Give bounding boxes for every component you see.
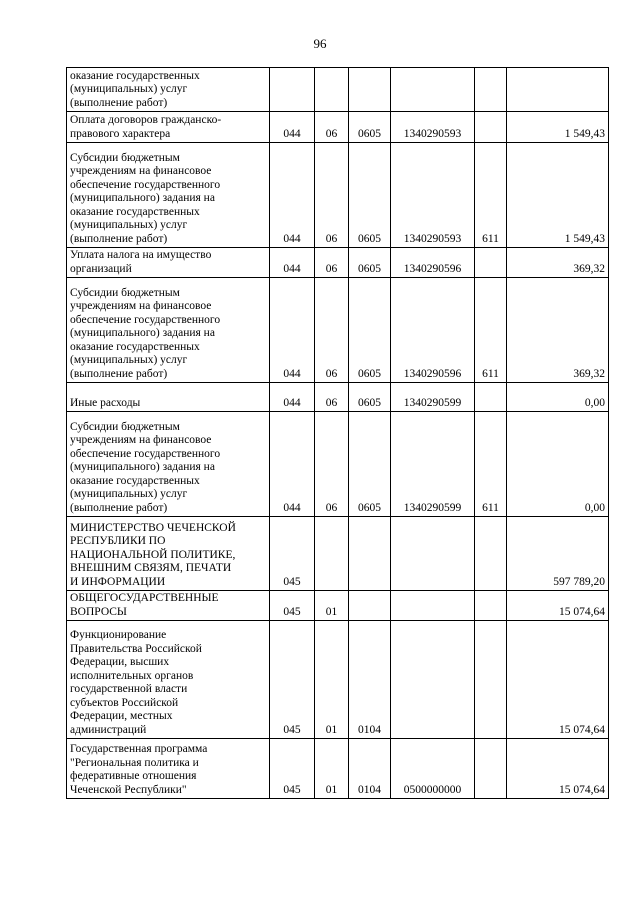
cell-ministry-code: 044 (270, 248, 315, 278)
cell-expense-name (67, 517, 270, 591)
expense-name-text: Субсидии бюджетным учреждениям на финансовое обеспечение государственного (муниципального) задания на оказание государственных (муниципальных) услуг (выполнение работ) (70, 286, 221, 380)
cell-target-code: 1340290596 (391, 248, 475, 278)
cell-expense-name (67, 143, 270, 248)
cell-ministry-code: 044 (270, 112, 315, 143)
cell-section-code: 06 (315, 278, 349, 383)
cell-subsection-code (349, 591, 391, 621)
cell-amount: 0,00 (507, 412, 609, 517)
cell-section-code: 01 (315, 621, 349, 739)
cell-target-code (391, 68, 475, 112)
cell-section-code: 06 (315, 412, 349, 517)
cell-target-code: 1340290599 (391, 383, 475, 412)
cell-target-code: 1340290596 (391, 278, 475, 383)
expense-name-text: Субсидии бюджетным учреждениям на финансовое обеспечение государственного (муниципального) задания на оказание государственных (муниципальных) услуг (выполнение работ) (70, 420, 221, 514)
cell-subsection-code: 0104 (349, 739, 391, 799)
cell-section-code: 06 (315, 143, 349, 248)
cell-expense-type-code (475, 591, 507, 621)
cell-ministry-code: 045 (270, 591, 315, 621)
expense-name-text: Иные расходы (70, 396, 141, 409)
cell-expense-type-code: 611 (475, 278, 507, 383)
cell-subsection-code: 0605 (349, 412, 391, 517)
cell-section-code: 06 (315, 112, 349, 143)
cell-expense-name (67, 591, 270, 621)
cell-expense-type-code (475, 248, 507, 278)
cell-expense-type-code (475, 621, 507, 739)
table-body (67, 68, 609, 799)
cell-expense-type-code (475, 383, 507, 412)
cell-amount: 1 549,43 (507, 143, 609, 248)
cell-expense-name (67, 68, 270, 112)
cell-ministry-code: 044 (270, 143, 315, 248)
cell-amount: 1 549,43 (507, 112, 609, 143)
table-row (67, 591, 609, 621)
cell-amount: 369,32 (507, 248, 609, 278)
cell-ministry-code: 044 (270, 412, 315, 517)
cell-ministry-code (270, 68, 315, 112)
expense-name-text: Уплата налога на имущество организаций (70, 249, 212, 275)
cell-target-code: 1340290593 (391, 143, 475, 248)
cell-expense-type-code (475, 517, 507, 591)
cell-expense-type-code (475, 739, 507, 799)
expense-name-text: оказание государственных (муниципальных) услуг (выполнение работ) (70, 69, 200, 109)
table-row (67, 278, 609, 383)
cell-section-code: 06 (315, 248, 349, 278)
table-row (67, 621, 609, 739)
cell-section-code (315, 68, 349, 112)
cell-expense-type-code: 611 (475, 143, 507, 248)
cell-ministry-code: 044 (270, 383, 315, 412)
cell-ministry-code: 045 (270, 621, 315, 739)
cell-subsection-code: 0605 (349, 383, 391, 412)
cell-amount: 597 789,20 (507, 517, 609, 591)
cell-section-code (315, 517, 349, 591)
cell-ministry-code: 044 (270, 278, 315, 383)
expense-name-text: Функционирование Правительства Российской Федерации, высших исполнительных органов государственной власти субъектов Российской Федерации, местных администраций (70, 629, 202, 736)
table-row (67, 412, 609, 517)
table-row (67, 517, 609, 591)
cell-subsection-code (349, 517, 391, 591)
cell-expense-name (67, 412, 270, 517)
table-row (67, 248, 609, 278)
cell-target-code: 0500000000 (391, 739, 475, 799)
cell-subsection-code: 0104 (349, 621, 391, 739)
expense-name-text: Государственная программа "Региональная политика и федеративные отношения Чеченской Республики" (70, 743, 208, 796)
cell-expense-type-code (475, 112, 507, 143)
cell-subsection-code: 0605 (349, 278, 391, 383)
cell-expense-name (67, 278, 270, 383)
cell-subsection-code (349, 68, 391, 112)
budget-table (66, 67, 609, 799)
cell-target-code: 1340290599 (391, 412, 475, 517)
cell-target-code (391, 621, 475, 739)
table-row (67, 143, 609, 248)
cell-section-code: 01 (315, 739, 349, 799)
cell-expense-name (67, 112, 270, 143)
cell-ministry-code: 045 (270, 517, 315, 591)
table-row (67, 383, 609, 412)
expense-name-text: МИНИСТЕРСТВО ЧЕЧЕНСКОЙ РЕСПУБЛИКИ ПО НАЦИОНАЛЬНОЙ ПОЛИТИКЕ, ВНЕШНИМ СВЯЗЯМ, ПЕЧАТИ И ИНФОРМАЦИИ (70, 521, 236, 588)
table-row (67, 112, 609, 143)
cell-expense-name (67, 621, 270, 739)
cell-ministry-code: 045 (270, 739, 315, 799)
cell-section-code: 01 (315, 591, 349, 621)
cell-amount: 15 074,64 (507, 739, 609, 799)
table-row (67, 68, 609, 112)
cell-expense-type-code: 611 (475, 412, 507, 517)
table-row (67, 739, 609, 799)
cell-subsection-code: 0605 (349, 248, 391, 278)
cell-amount: 369,32 (507, 278, 609, 383)
cell-expense-type-code (475, 68, 507, 112)
cell-target-code: 1340290593 (391, 112, 475, 143)
cell-target-code (391, 517, 475, 591)
cell-subsection-code: 0605 (349, 143, 391, 248)
cell-amount (507, 68, 609, 112)
cell-expense-name (67, 383, 270, 412)
cell-target-code (391, 591, 475, 621)
cell-expense-name (67, 739, 270, 799)
cell-subsection-code: 0605 (349, 112, 391, 143)
expense-name-text: ОБЩЕГОСУДАРСТВЕННЫЕ ВОПРОСЫ (70, 592, 219, 618)
cell-section-code: 06 (315, 383, 349, 412)
cell-amount: 0,00 (507, 383, 609, 412)
cell-expense-name (67, 248, 270, 278)
page-number: 96 (313, 36, 327, 51)
expense-name-text: Оплата договоров гражданско- правового характера (70, 114, 222, 140)
cell-amount: 15 074,64 (507, 591, 609, 621)
expense-name-text: Субсидии бюджетным учреждениям на финансовое обеспечение государственного (муниципального) задания на оказание государственных (муниципальных) услуг (выполнение работ) (70, 151, 221, 245)
cell-amount: 15 074,64 (507, 621, 609, 739)
